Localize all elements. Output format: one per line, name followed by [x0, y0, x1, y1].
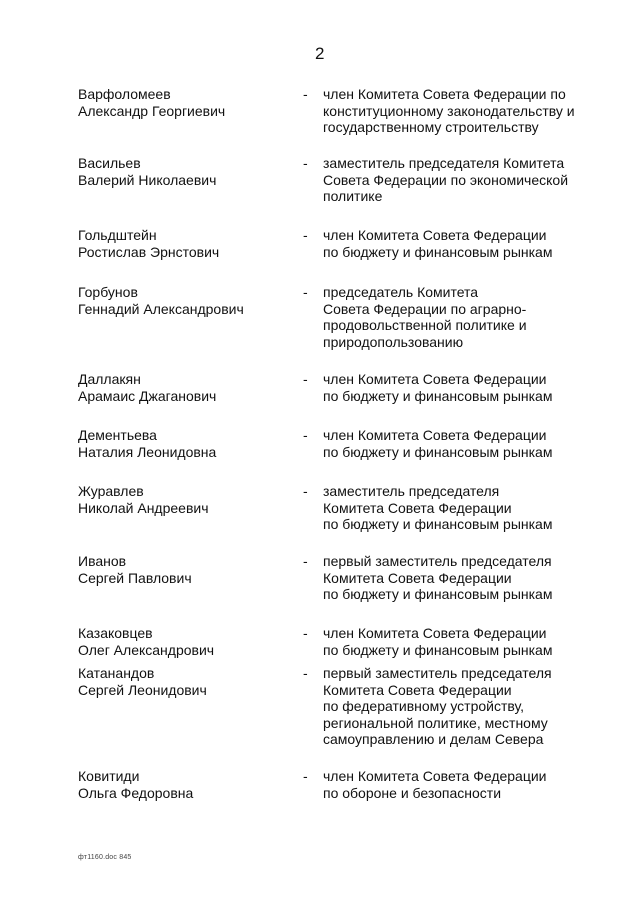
role-line: продовольственной политике и — [323, 317, 527, 333]
member-given-names: Олег Александрович — [78, 641, 215, 658]
dash-separator: - — [303, 155, 308, 171]
member-name — [78, 227, 293, 260]
member-role — [323, 483, 613, 533]
dash-separator: - — [303, 284, 308, 300]
page-number: 2 — [315, 44, 325, 63]
member-surname: Дементьева — [78, 427, 157, 443]
role-line: по бюджету и финансовым рынкам — [323, 387, 553, 404]
member-given-names: Наталия Леонидовна — [78, 443, 217, 460]
dash-separator: - — [303, 665, 308, 681]
member-role — [323, 665, 613, 748]
role-line: Совета Федерации по аграрно- — [323, 300, 527, 317]
role-line: председатель Комитета — [323, 284, 479, 300]
member-surname: Катанандов — [78, 665, 155, 681]
role-line: первый заместитель председателя — [323, 553, 552, 569]
member-surname: Даллакян — [78, 371, 141, 387]
member-role — [323, 553, 613, 603]
dash-separator: - — [303, 371, 308, 387]
member-given-names: Ольга Федоровна — [78, 784, 194, 801]
dash-separator: - — [303, 553, 308, 569]
member-surname: Казаковцев — [78, 625, 153, 641]
role-line: Совета Федерации по экономической — [323, 171, 569, 188]
member-role — [323, 427, 613, 460]
member-name — [78, 553, 293, 586]
role-line: Комитета Совета Федерации — [323, 681, 512, 698]
member-role — [323, 284, 613, 350]
member-role — [323, 227, 613, 260]
member-role — [323, 86, 613, 136]
member-given-names: Геннадий Александрович — [78, 300, 244, 317]
role-line: член Комитета Совета Федерации — [323, 371, 547, 387]
role-line: член Комитета Совета Федерации — [323, 625, 547, 641]
member-surname: Варфоломеев — [78, 86, 171, 102]
member-given-names: Сергей Павлович — [78, 569, 192, 586]
member-name — [78, 371, 293, 404]
member-surname: Васильев — [78, 155, 141, 171]
role-line: по бюджету и финансовым рынкам — [323, 516, 553, 532]
role-line: по федеративному устройству, — [323, 698, 525, 714]
member-given-names: Сергей Леонидович — [78, 681, 207, 698]
member-name — [78, 483, 293, 516]
member-surname: Иванов — [78, 553, 127, 569]
member-role — [323, 371, 613, 404]
dash-separator: - — [303, 625, 308, 641]
role-line: государственному строительству — [323, 119, 539, 135]
member-name — [78, 86, 293, 119]
member-given-names: Валерий Николаевич — [78, 171, 217, 188]
dash-separator: - — [303, 768, 308, 784]
role-line: член Комитета Совета Федерации — [323, 427, 547, 443]
role-line: по обороне и безопасности — [323, 784, 502, 801]
role-line: по бюджету и финансовым рынкам — [323, 243, 553, 260]
member-surname: Горбунов — [78, 284, 138, 300]
member-role — [323, 155, 613, 205]
member-role — [323, 768, 613, 801]
role-line: конституционному законодательству и — [323, 102, 575, 119]
role-line: член Комитета Совета Федерации по — [323, 86, 566, 102]
member-surname: Журавлев — [78, 483, 144, 499]
member-role — [323, 625, 613, 658]
member-given-names: Николай Андреевич — [78, 499, 209, 516]
member-given-names: Александр Георгиевич — [78, 102, 226, 119]
member-given-names: Арамаис Джаганович — [78, 387, 217, 404]
member-name — [78, 665, 293, 698]
role-line: по бюджету и финансовым рынкам — [323, 586, 553, 602]
dash-separator: - — [303, 86, 308, 102]
dash-separator: - — [303, 427, 308, 443]
dash-separator: - — [303, 483, 308, 499]
role-line: политике — [323, 188, 383, 204]
member-name — [78, 768, 293, 801]
role-line: заместитель председателя — [323, 483, 500, 499]
role-line: региональной политике, местному — [323, 714, 548, 731]
role-line: по бюджету и финансовым рынкам — [323, 443, 553, 460]
role-line: член Комитета Совета Федерации — [323, 227, 547, 243]
role-line: первый заместитель председателя — [323, 665, 552, 681]
member-name — [78, 625, 293, 658]
member-given-names: Ростислав Эрнстович — [78, 243, 220, 260]
role-line: по бюджету и финансовым рынкам — [323, 641, 553, 658]
role-line: член Комитета Совета Федерации — [323, 768, 547, 784]
member-surname: Гольдштейн — [78, 227, 157, 243]
member-surname: Ковитиди — [78, 768, 140, 784]
role-line: природопользованию — [323, 333, 464, 350]
member-name — [78, 155, 293, 188]
role-line: Комитета Совета Федерации — [323, 569, 512, 586]
member-name — [78, 284, 293, 317]
role-line: самоуправлению и делам Севера — [323, 731, 544, 747]
member-name — [78, 427, 293, 460]
dash-separator: - — [303, 227, 308, 243]
role-line: заместитель председателя Комитета — [323, 155, 565, 171]
role-line: Комитета Совета Федерации — [323, 499, 512, 516]
document-footer-code: фт1160.doc 845 — [78, 854, 132, 861]
